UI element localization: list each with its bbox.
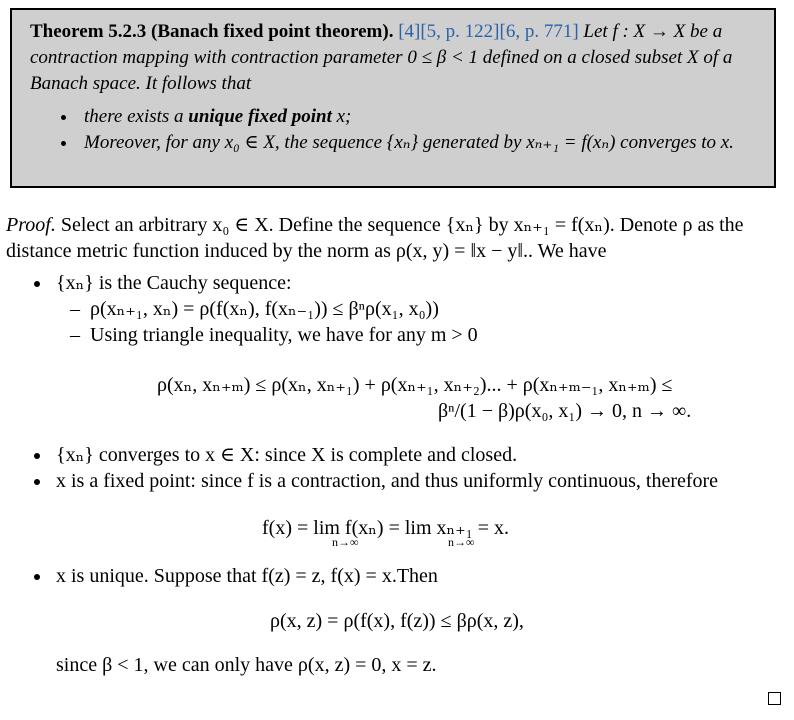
equation-1-line-2: βⁿ/(1 − β)ρ(x₀, x₁) → 0, n → ∞. — [438, 400, 692, 422]
equation-2-limit-subscript-1: n→∞ — [332, 535, 359, 549]
bullet1-bold: unique fixed point — [188, 106, 332, 127]
proof-item-1-text: {xₙ} is the Cauchy sequence: — [56, 272, 292, 294]
proof-section-b — [6, 442, 788, 494]
proof-item-2: • {xₙ} converges to x ∈ X: since X is complete and closed. — [52, 442, 788, 468]
theorem-body: Let f : X → X be a contraction mapping with contraction parameter 0 ≤ β < 1 defined on a closed subset X of a Banach space. It follows that — [30, 21, 733, 94]
theorem-citations[interactable]: [4][5, p. 122][6, p. 771] — [398, 21, 579, 42]
proof-section-c — [6, 563, 788, 589]
proof-item-1 — [52, 270, 788, 348]
theorem-box — [10, 8, 776, 188]
proof-subitem-2: – Using triangle inequality, we have for any m > 0 — [70, 322, 788, 348]
theorem-bullet-2: • Moreover, for any x₀ ∈ X, the sequence {xₙ} generated by xₙ₊₁ = f(xₙ) converges to x. — [78, 130, 760, 156]
equation-1-line-1: ρ(xₙ, xₙ₊ₘ) ≤ ρ(xₙ, xₙ₊₁) + ρ(xₙ₊₁, xₙ₊₂)... + ρ(xₙ₊ₘ₋₁, xₙ₊ₘ) ≤ — [157, 374, 673, 396]
proof-list-c — [6, 563, 788, 589]
theorem-statement — [30, 19, 760, 97]
theorem-bullets — [30, 104, 760, 156]
proof-section — [6, 212, 788, 348]
proof-sublist — [56, 296, 788, 348]
equation-2: f(x) = lim f(xₙ) = lim xₙ₊₁ = x. — [262, 517, 509, 539]
proof-item-4: • x is unique. Suppose that f(z) = z, f(x) = x.Then — [52, 563, 788, 589]
proof-label: Proof. — [6, 214, 56, 236]
theorem-bullet-1 — [78, 104, 760, 130]
qed-square-icon — [768, 692, 781, 705]
proof-conclusion: since β < 1, we can only have ρ(x, z) = 0, x = z. — [56, 654, 437, 676]
proof-list-b — [6, 442, 788, 494]
equation-2-limit-subscript-2: n→∞ — [448, 535, 475, 549]
proof-intro-paragraph — [6, 212, 788, 264]
proof-list-a — [6, 270, 788, 348]
bullet1-pre: there exists a — [84, 106, 184, 127]
bullet1-post: x; — [336, 106, 352, 127]
theorem-heading: Theorem 5.2.3 (Banach fixed point theorem). — [30, 21, 394, 42]
proof-item-3: • x is a fixed point: since f is a contraction, and thus uniformly continuous, therefore — [52, 468, 788, 494]
equation-3: ρ(x, z) = ρ(f(x), f(z)) ≤ βρ(x, z), — [270, 610, 524, 632]
proof-intro: Select an arbitrary x₀ ∈ X. Define the sequence {xₙ} by xₙ₊₁ = f(xₙ). Denote ρ as the distance metric function induced by the norm as ρ(x, y) = ‖x − y‖.. We have — [6, 214, 744, 262]
proof-subitem-1: – ρ(xₙ₊₁, xₙ) = ρ(f(xₙ), f(xₙ₋₁)) ≤ βⁿρ(x₁, x₀)) — [70, 296, 788, 322]
